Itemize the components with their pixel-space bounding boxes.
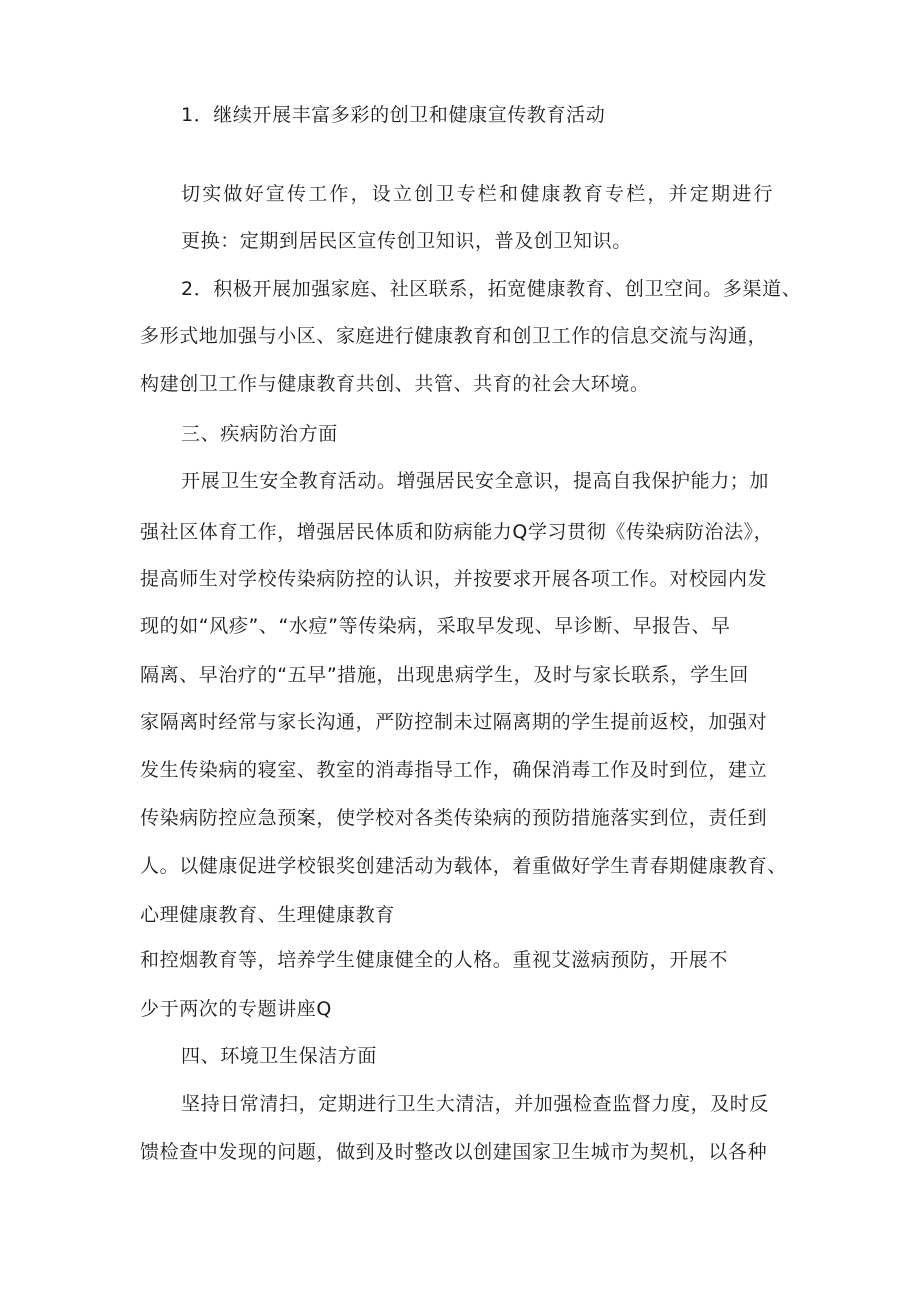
paragraph-line: 切实做好宣传工作，设立创卫专栏和健康教育专栏，并定期进行 [181, 183, 775, 205]
paragraph-line: 人。以健康促进学校银奖创建活动为载体，着重做好学生青春期健康教育、 [140, 855, 787, 877]
paragraph-line: 和控烟教育等，培养学生健康健全的人格。重视艾滋病预防，开展不 [140, 949, 729, 971]
paragraph-line: 隔离、早治疗的“五早”措施，出现患病学生，及时与家长联系，学生回 [140, 664, 749, 686]
paragraph-line: 传染病防控应急预案，使学校对各类传染病的预防措施落实到位，责任到 [140, 807, 768, 829]
section-heading-3: 三、疾病防治方面 [181, 423, 338, 445]
paragraph-line: 坚持日常清扫，定期进行卫生大清洁，并加强检查监督力度，及时反 [181, 1093, 770, 1115]
item-heading-2: 2．积极开展加强家庭、社区联系，拓宽健康教育、创卫空间。多渠道、 [181, 278, 802, 300]
paragraph-line: 少于两次的专题讲座Q [140, 998, 332, 1020]
paragraph-line: 更换：定期到居民区宣传创卫知识，普及创卫知识。 [181, 230, 632, 252]
paragraph-line: 开展卫生安全教育活动。增强居民安全意识，提高自我保护能力；加 [181, 470, 770, 492]
paragraph-line: 馈检查中发现的问题，做到及时整改以创建国家卫生城市为契机，以各种 [140, 1141, 768, 1163]
paragraph-line: 心理健康教育、生理健康教育 [140, 904, 395, 926]
item-heading-1: 1．继续开展丰富多彩的创卫和健康宣传教育活动 [181, 104, 606, 126]
paragraph-line: 提高师生对学校传染病防控的认识，并按要求开展各项工作。对校园内发 [140, 568, 768, 590]
section-heading-4: 四、环境卫生保洁方面 [181, 1045, 378, 1067]
paragraph-line: 现的如“风疹”、“水痘”等传染病，采取早发现、早诊断、早报告、早 [140, 615, 731, 637]
paragraph-line: 多形式地加强与小区、家庭进行健康教育和创卫工作的信息交流与沟通， [140, 325, 768, 347]
paragraph-line: 发生传染病的寝室、教室的消毒指导工作，确保消毒工作及时到位，建立 [140, 759, 768, 781]
paragraph-line: 强社区体育工作，增强居民体质和防病能力Q学习贯彻《传染病防治法》， [140, 521, 774, 543]
paragraph-line: 构建创卫工作与健康教育共创、共管、共育的社会大环境。 [140, 373, 650, 395]
paragraph-line: 家隔离时经常与家长沟通，严防控制未过隔离期的学生提前返校，加强对 [140, 711, 768, 733]
